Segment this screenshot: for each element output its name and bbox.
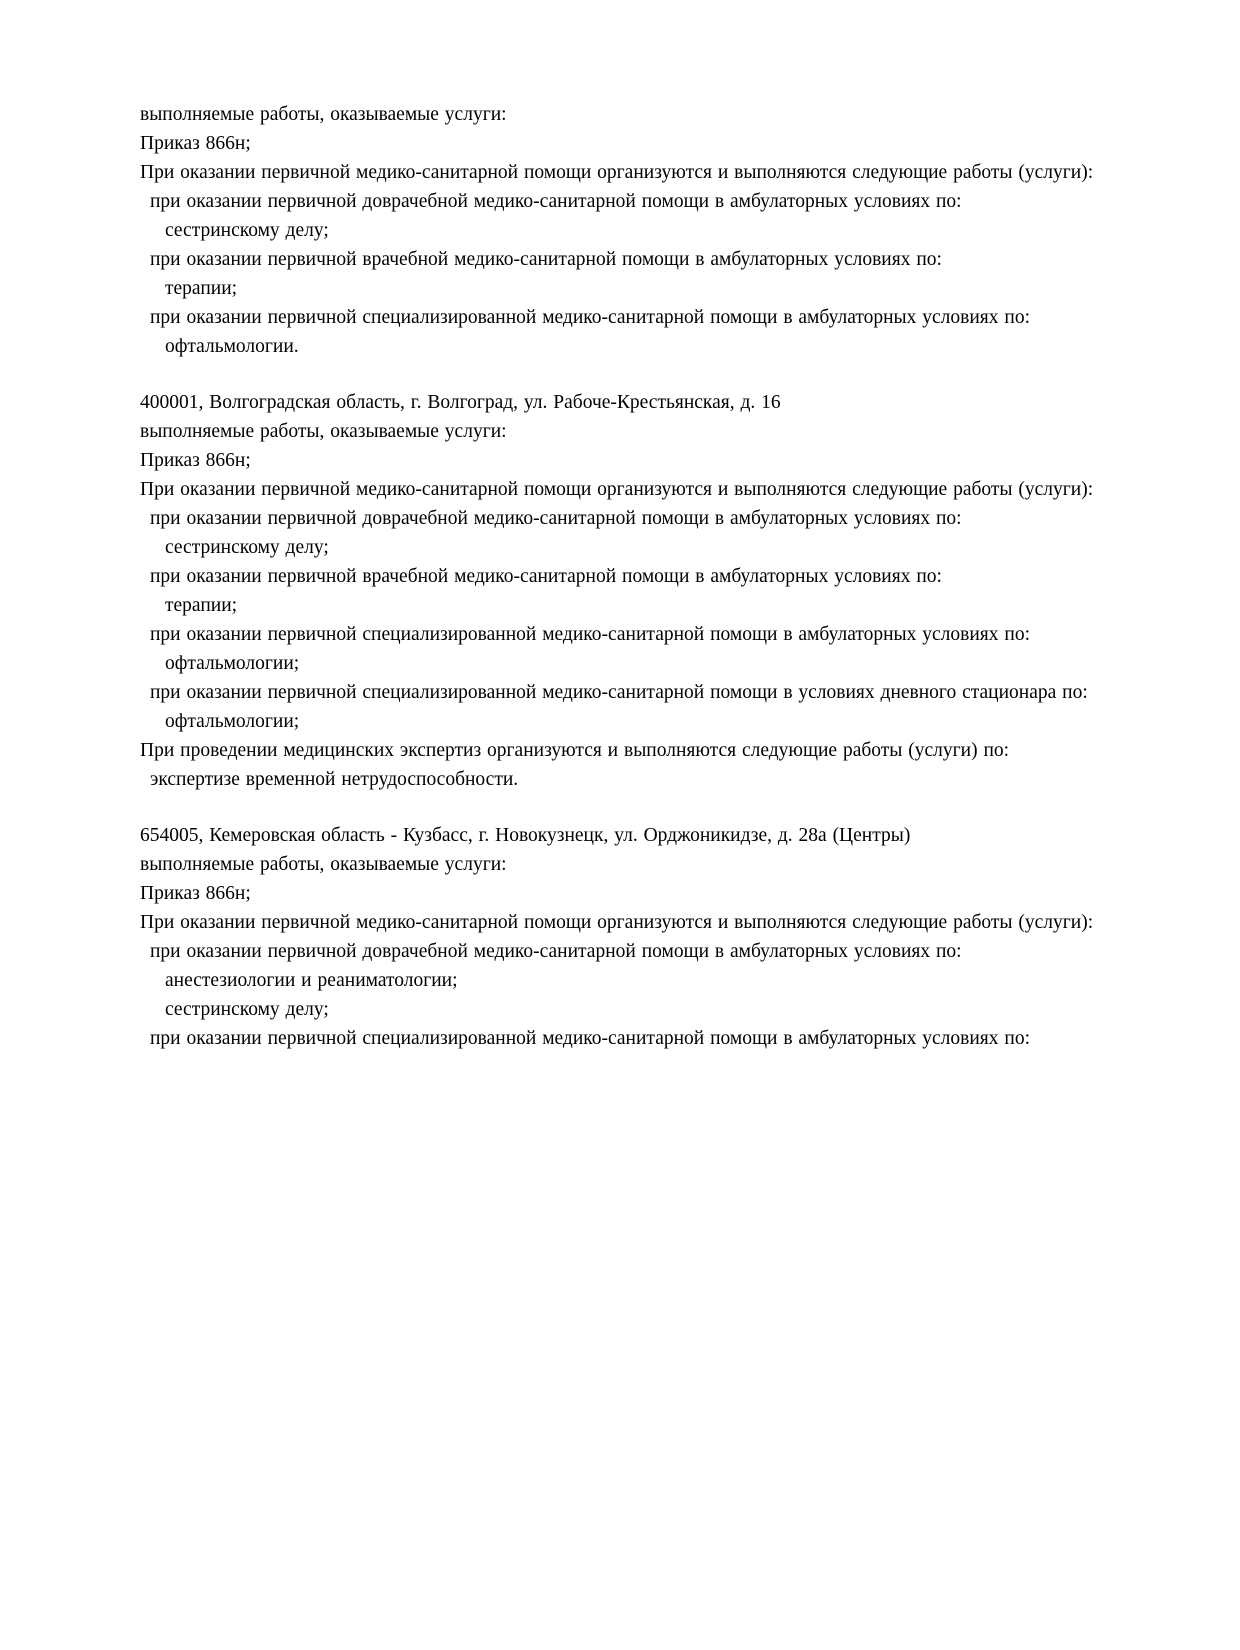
text-line: Приказ 866н; (140, 450, 251, 471)
text-line: анестезиологии и реаниматологии; (165, 970, 458, 991)
text-line: при оказании первичной врачебной медико-санитарной помощи в амбулаторных условиях по: (150, 249, 942, 270)
text-line: Приказ 866н; (140, 883, 251, 904)
text-line: сестринскому делу; (165, 999, 329, 1020)
text-line: при оказании первичной специализированной медико-санитарной помощи в амбулаторных условиях по: (150, 307, 1031, 328)
text-line: офтальмологии. (165, 336, 299, 357)
address-line: 400001, Волгоградская область, г. Волгоград, ул. Рабоче-Крестьянская, д. 16 (140, 392, 781, 413)
text-line: выполняемые работы, оказываемые услуги: (140, 421, 507, 442)
document-content (140, 100, 1107, 1053)
text-line: При оказании первичной медико-санитарной помощи организуются и выполняются следующие работы (услуги): (140, 162, 1094, 183)
document-section (140, 821, 1107, 1053)
text-line: При проведении медицинских экспертиз организуются и выполняются следующие работы (услуги) по: (140, 740, 1010, 761)
text-line: при оказании первичной специализированной медико-санитарной помощи в амбулаторных условиях по: (150, 624, 1031, 645)
text-line: экспертизе временной нетрудоспособности. (150, 769, 519, 790)
document-section (140, 388, 1107, 794)
text-line: офтальмологии; (165, 653, 300, 674)
text-line: терапии; (165, 595, 238, 616)
text-line: при оказании первичной специализированной медико-санитарной помощи в амбулаторных условиях по: (150, 1028, 1031, 1049)
text-line: выполняемые работы, оказываемые услуги: (140, 854, 507, 875)
text-line: офтальмологии; (165, 711, 300, 732)
text-line: при оказании первичной доврачебной медико-санитарной помощи в амбулаторных условиях по: (150, 941, 962, 962)
text-line: При оказании первичной медико-санитарной помощи организуются и выполняются следующие работы (услуги): (140, 912, 1094, 933)
text-line: при оказании первичной специализированной медико-санитарной помощи в условиях дневного стационара по: (150, 682, 1088, 703)
text-line: сестринскому делу; (165, 220, 329, 241)
address-line: 654005, Кемеровская область - Кузбасс, г. Новокузнецк, ул. Орджоникидзе, д. 28а (Центры) (140, 825, 911, 846)
text-line: при оказании первичной доврачебной медико-санитарной помощи в амбулаторных условиях по: (150, 191, 962, 212)
document-section (140, 100, 1107, 361)
text-line: при оказании первичной врачебной медико-санитарной помощи в амбулаторных условиях по: (150, 566, 942, 587)
text-line: при оказании первичной доврачебной медико-санитарной помощи в амбулаторных условиях по: (150, 508, 962, 529)
text-line: При оказании первичной медико-санитарной помощи организуются и выполняются следующие работы (услуги): (140, 479, 1094, 500)
text-line: выполняемые работы, оказываемые услуги: (140, 104, 507, 125)
text-line: Приказ 866н; (140, 133, 251, 154)
text-line: терапии; (165, 278, 238, 299)
text-line: сестринскому делу; (165, 537, 329, 558)
